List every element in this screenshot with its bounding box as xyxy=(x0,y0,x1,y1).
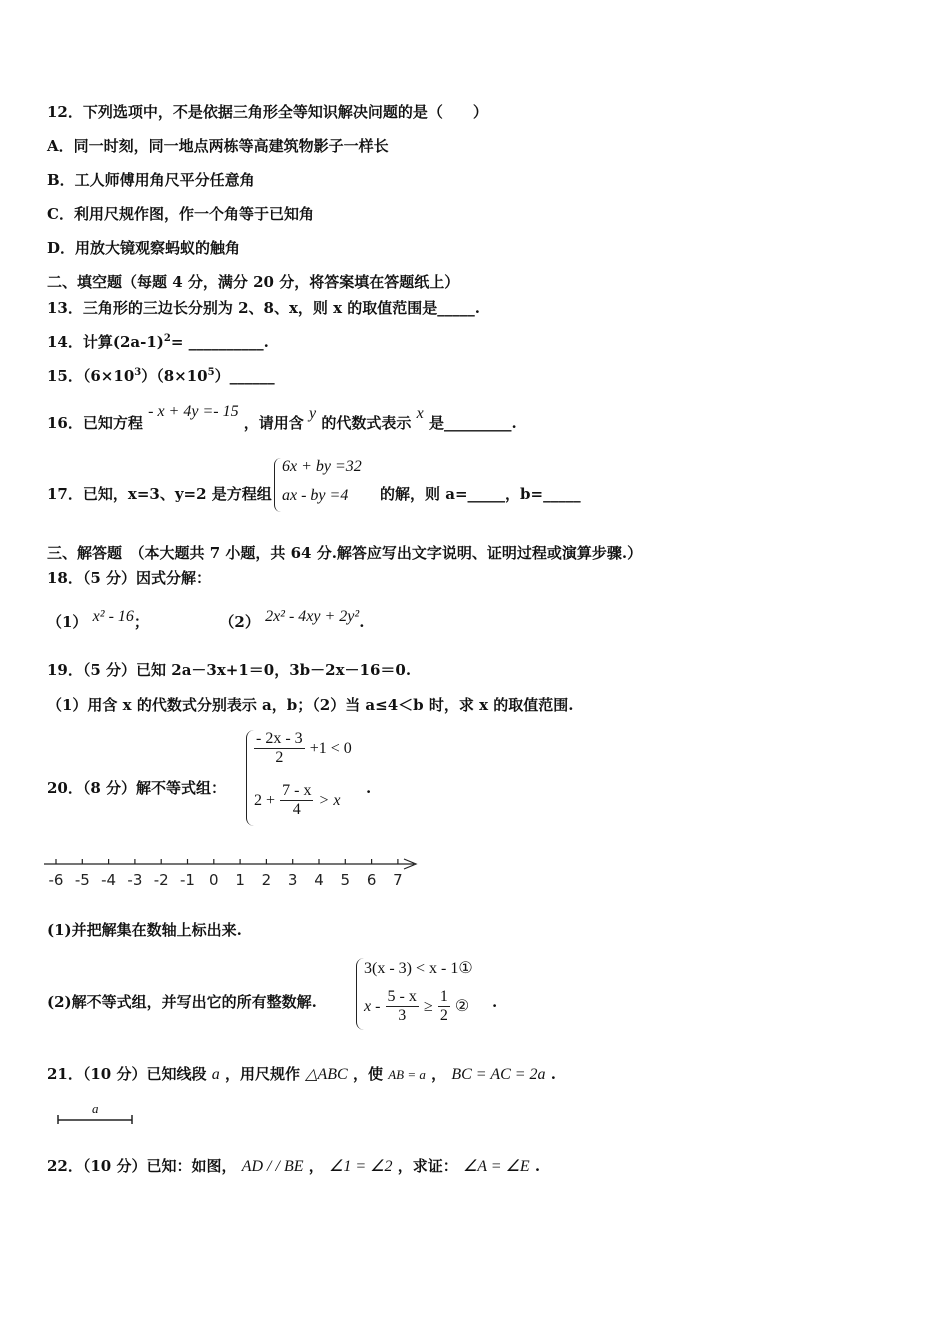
q17-brace xyxy=(274,458,281,512)
number-line-label: -4 xyxy=(101,871,117,889)
number-line-label: 5 xyxy=(340,871,351,889)
q20-part1: (1)并把解集在数轴上标出来. xyxy=(47,921,242,939)
q22: 22．（10 分）已知：如图， AD / / BE ， ∠1 = ∠2 ，求证： ∠A = ∠E . xyxy=(47,1157,541,1175)
q14: 14．计算$(2a-1)^2=$ __________. xyxy=(47,333,269,351)
q20-part2-eq2: x - $\frac{5 - x}{3}$ ≥ $\frac{1}{2}$ ② xyxy=(364,988,470,1024)
q20-part2-end: . xyxy=(492,993,498,1011)
q16: 16．已知方程 - x + 4y =- 15 ，请用含 y 的代数式表示 x 是_________. xyxy=(47,403,517,432)
q17-prefix: 17．已知，x=3、y=2 是方程组 xyxy=(47,485,272,503)
q12-option-d: D．用放大镜观察蚂蚁的触角 xyxy=(47,239,241,257)
q20-brace xyxy=(246,730,254,826)
q19-stem: 19．（5 分）已知 2a－3x+1＝0，3b－2x－16＝0. xyxy=(47,661,412,679)
q20-ineq1: $\frac{- 2x - 3}{2}$ +1 < 0 xyxy=(256,730,352,766)
q20-ineq2: 2 + $\frac{7 - x}{4}$ > x xyxy=(254,782,341,818)
q17-eq2: ax - by =4 xyxy=(282,487,349,504)
segment-a-label: a xyxy=(92,1101,99,1116)
q16-equation: - x + 4y =- 15 xyxy=(148,403,239,420)
q12-option-a: A．同一时刻，同一地点两栋等高建筑物影子一样长 xyxy=(47,137,389,155)
q21: 21．（10 分）已知线段 a ，用尺规作 △ABC ，使 AB = a ， BC = AC = 2a . xyxy=(47,1065,557,1083)
number-line-label: 0 xyxy=(209,871,219,889)
q20-part2-eq1: 3(x - 3) < x - 1① xyxy=(364,960,473,977)
q18-stem: 18．（5 分）因式分解： xyxy=(47,569,212,587)
section-3-heading: 三、解答题 （本大题共 7 小题，共 64 分.解答应写出文字说明、证明过程或演算步骤.） xyxy=(47,544,643,562)
number-line-label: -2 xyxy=(153,871,169,889)
q20-end: . xyxy=(366,779,372,797)
q17-suffix: 的解，则 a=_____，b=_____ xyxy=(380,485,581,503)
number-line-label: 4 xyxy=(314,871,324,889)
q20-part2-brace xyxy=(356,958,364,1030)
q12-stem: 12．下列选项中，不是依据三角形全等知识解决问题的是（ ） xyxy=(47,103,488,121)
q20-stem: 20．（8 分）解不等式组： xyxy=(47,779,227,797)
q15: 15．$(6\times 10^3)(8\times 10^5)\_\_\_\_\_\_$ xyxy=(47,367,275,385)
number-line-label: -3 xyxy=(127,871,143,889)
q13: 13．三角形的三边长分别为 2、8、x，则 x 的取值范围是_____. xyxy=(47,299,481,317)
q20-part2: (2)解不等式组，并写出它的所有整数解. xyxy=(47,993,317,1011)
number-line-label: 2 xyxy=(261,871,272,889)
q17-eq1: 6x + by =32 xyxy=(282,458,362,475)
number-line-label: -6 xyxy=(48,871,64,889)
q12-option-b: B．工人师傅用角尺平分任意角 xyxy=(47,171,255,189)
number-line-label: 7 xyxy=(393,871,403,889)
number-line-label: 1 xyxy=(235,871,245,889)
q18-parts: （1） x² - 16； （2） 2x² - 4xy + 2y². xyxy=(47,608,365,631)
number-line-label: -5 xyxy=(74,871,90,889)
number-line xyxy=(40,852,430,894)
section-2-heading: 二、填空题（每题 4 分，满分 20 分，将答案填在答题纸上） xyxy=(47,273,460,291)
q12-option-c: C．利用尺规作图，作一个角等于已知角 xyxy=(47,205,314,223)
number-line-label: 6 xyxy=(366,871,377,889)
q19-sub: （1）用含 x 的代数式分别表示 a，b；（2）当 a≤4＜b 时，求 x 的取值范围. xyxy=(47,696,574,714)
number-line-label: 3 xyxy=(287,871,298,889)
number-line-label: -1 xyxy=(180,871,195,889)
